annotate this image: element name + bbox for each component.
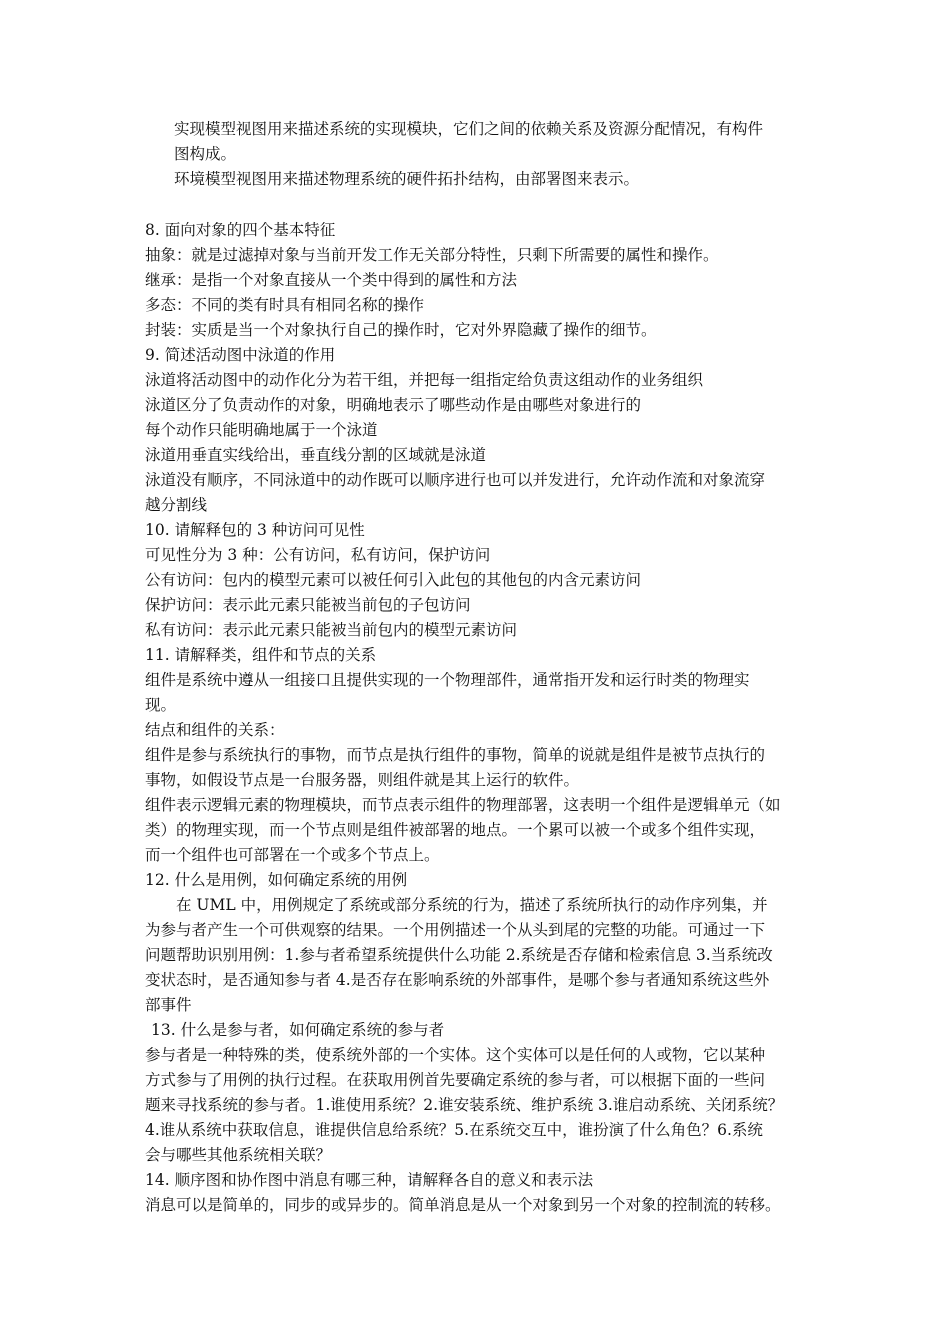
text-line: 可见性分为 3 种：公有访问，私有访问，保护访问 — [145, 546, 491, 564]
text-line: 泳道将活动图中的动作化分为若干组，并把每一组指定给负责这组动作的业务组织 — [145, 371, 704, 389]
text-line: 公有访问：包内的模型元素可以被任何引入此包的其他包的内含元素访问 — [145, 571, 642, 589]
text-line: 多态：不同的类有时具有相同名称的操作 — [145, 296, 425, 314]
section-heading: 9. 简述活动图中泳道的作用 — [145, 346, 336, 364]
section-heading: 14. 顺序图和协作图中消息有哪三种，请解释各自的意义和表示法 — [145, 1171, 594, 1189]
text-line: 问题帮助识别用例：1.参与者希望系统提供什么功能 2.系统是否存储和检索信息 3.当系统改 — [145, 946, 773, 964]
section-heading: 10. 请解释包的 3 种访问可见性 — [145, 521, 365, 539]
text-line: 抽象：就是过滤掉对象与当前开发工作无关部分特性，只剩下所需要的属性和操作。 — [145, 246, 719, 264]
text-line: 类）的物理实现，而一个节点则是组件被部署的地点。一个累可以被一个或多个组件实现， — [145, 821, 766, 839]
text-line: 消息可以是简单的，同步的或异步的。简单消息是从一个对象到另一个对象的控制流的转移。 — [145, 1196, 781, 1214]
text-line: 每个动作只能明确地属于一个泳道 — [145, 421, 378, 439]
text-line: 私有访问：表示此元素只能被当前包内的模型元素访问 — [145, 621, 518, 639]
text-line: 部事件 — [145, 996, 192, 1014]
text-line: 参与者是一种特殊的类，使系统外部的一个实体。这个实体可以是任何的人或物，它以某种 — [145, 1046, 766, 1064]
text-line: 而一个组件也可部署在一个或多个节点上。 — [145, 846, 440, 864]
text-line: 组件表示逻辑元素的物理模块，而节点表示组件的物理部署，这表明一个组件是逻辑单元（如 — [145, 796, 781, 814]
text-line: 在 UML 中，用例规定了系统或部分系统的行为，描述了系统所执行的动作序列集，并 — [176, 896, 768, 914]
text-line: 为参与者产生一个可供观察的结果。一个用例描述一个从头到尾的完整的功能。可通过一下 — [145, 921, 766, 939]
text-line: 泳道用垂直实线给出，垂直线分割的区域就是泳道 — [145, 446, 487, 464]
text-line: 变状态时，是否通知参与者 4.是否存在影响系统的外部事件，是哪个参与者通知系统这些外 — [145, 971, 770, 989]
text-line: 组件是参与系统执行的事物，而节点是执行组件的事物，简单的说就是组件是被节点执行的 — [145, 746, 766, 764]
text-line: 封装：实质是当一个对象执行自己的操作时，它对外界隐藏了操作的细节。 — [145, 321, 657, 339]
text-line: 会与哪些其他系统相关联？ — [145, 1146, 332, 1164]
text-line: 泳道区分了负责动作的对象，明确地表示了哪些动作是由哪些对象进行的 — [145, 396, 642, 414]
text-line: 事物，如假设节点是一台服务器，则组件就是其上运行的软件。 — [145, 771, 580, 789]
text-line: 4.谁从系统中获取信息，谁提供信息给系统？5.在系统交互中，谁扮演了什么角色？6.系统 — [145, 1121, 763, 1139]
text-line: 继承：是指一个对象直接从一个类中得到的属性和方法 — [145, 271, 518, 289]
text-line: 泳道没有顺序，不同泳道中的动作既可以顺序进行也可以并发进行，允许动作流和对象流穿 — [145, 471, 766, 489]
text-line: 题来寻找系统的参与者。1.谁使用系统？2.谁安装系统、维护系统 3.谁启动系统、关闭系统？ — [145, 1096, 784, 1114]
section-heading: 12. 什么是用例，如何确定系统的用例 — [145, 871, 408, 889]
text-line: 现。 — [145, 696, 177, 714]
section-heading: 13. 什么是参与者，如何确定系统的参与者 — [151, 1021, 445, 1039]
text-line: 越分割线 — [145, 496, 208, 514]
text-line: 保护访问：表示此元素只能被当前包的子包访问 — [145, 596, 471, 614]
text-line: 组件是系统中遵从一组接口且提供实现的一个物理部件，通常指开发和运行时类的物理实 — [145, 671, 750, 689]
section-heading: 8. 面向对象的四个基本特征 — [145, 221, 336, 239]
text-line: 方式参与了用例的执行过程。在获取用例首先要确定系统的参与者，可以根据下面的一些问 — [145, 1071, 766, 1089]
section-heading: 11. 请解释类，组件和节点的关系 — [145, 646, 377, 664]
text-line: 图构成。 — [174, 145, 237, 163]
text-line: 环境模型视图用来描述物理系统的硬件拓扑结构，由部署图来表示。 — [174, 170, 640, 188]
text-line: 实现模型视图用来描述系统的实现模块，它们之间的依赖关系及资源分配情况，有构件 — [174, 120, 764, 138]
text-line: 结点和组件的关系： — [145, 721, 285, 739]
